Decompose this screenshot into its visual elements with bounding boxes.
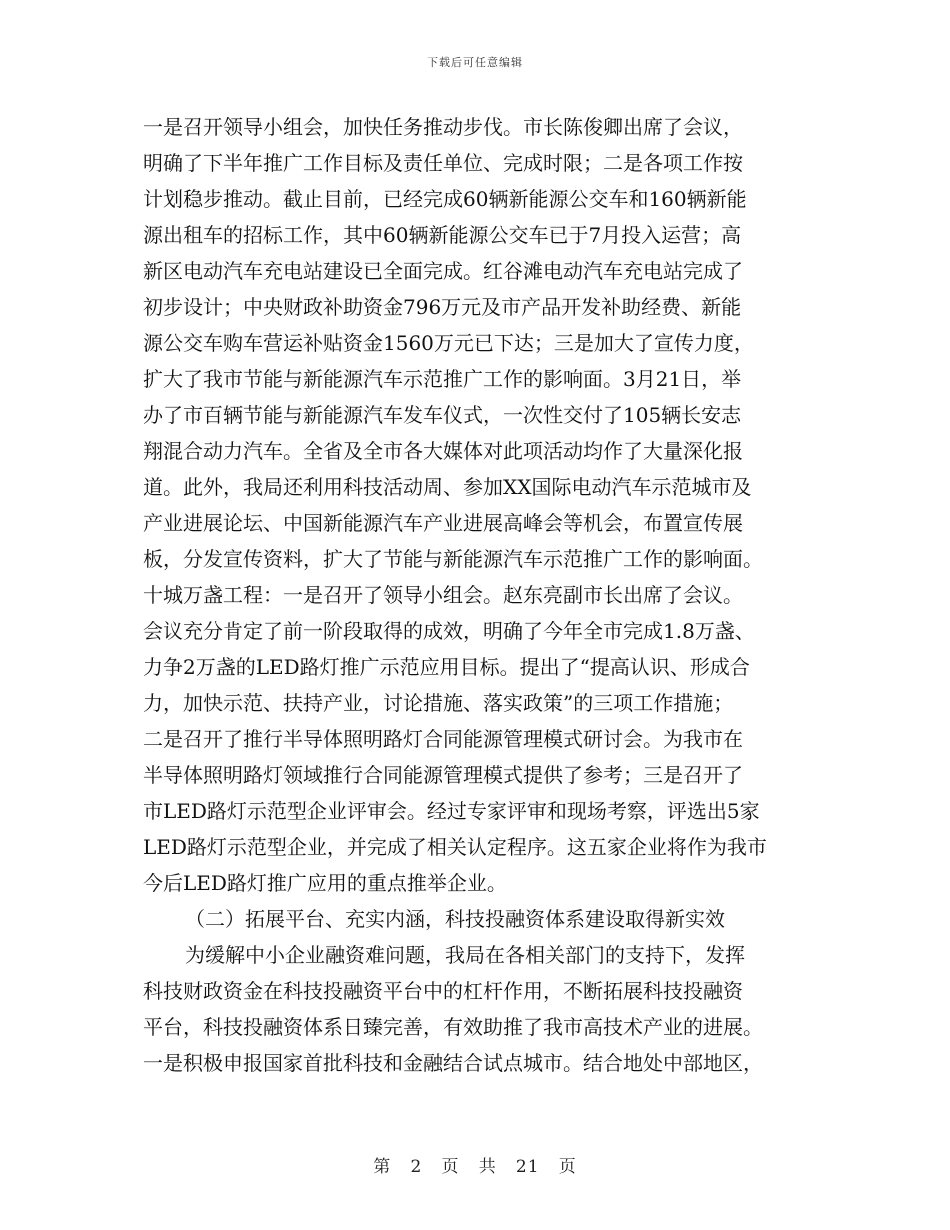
footer-label-total-unit: 页 bbox=[558, 1157, 577, 1177]
page-footer bbox=[0, 1152, 950, 1177]
text-line: 半导体照明路灯领域推行合同能源管理模式提供了参考；三是召开了 bbox=[143, 763, 743, 787]
text-line: 今后LED路灯推广应用的重点推举企业。 bbox=[143, 871, 507, 895]
text-line: 力，加快示范、扶持产业，讨论措施、落实政策”的三项工作措施； bbox=[143, 691, 734, 715]
footer-current-page: 2 bbox=[410, 1157, 423, 1177]
text-line: 会议充分肯定了前一阶段取得的成效，明确了今年全市完成1.8万盏、 bbox=[143, 619, 755, 643]
text-line: 平台，科技投融资体系日臻完善，有效助推了我市高技术产业的进展。 bbox=[143, 1015, 763, 1039]
text-line: 源公交车购车营运补贴资金1560万元已下达；三是加大了宣传力度， bbox=[143, 331, 754, 355]
text-line: 一是积极申报国家首批科技和金融结合试点城市。结合地处中部地区， bbox=[143, 1051, 763, 1075]
text-line: 办了市百辆节能与新能源汽车发车仪式，一次性交付了105辆长安志 bbox=[143, 403, 742, 427]
section-heading: （二）拓展平台、充实内涵，科技投融资体系建设取得新实效 bbox=[185, 907, 725, 931]
footer-total-pages: 21 bbox=[515, 1157, 540, 1177]
text-line: 市LED路灯示范型企业评审会。经过专家评审和现场考察，评选出5家 bbox=[143, 799, 760, 823]
text-line: 科技财政资金在科技投融资平台中的杠杆作用，不断拓展科技投融资 bbox=[143, 979, 743, 1003]
footer-label-total: 共 bbox=[478, 1157, 497, 1177]
page-header bbox=[0, 54, 950, 70]
text-line: 二是召开了推行半导体照明路灯合同能源管理模式研讨会。为我市在 bbox=[143, 727, 743, 751]
text-line: 明确了下半年推广工作目标及责任单位、完成时限；二是各项工作按 bbox=[143, 151, 743, 175]
text-line: 翔混合动力汽车。全省及全市各大媒体对此项活动均作了大量深化报 bbox=[143, 439, 743, 463]
footer-label-page-unit: 页 bbox=[441, 1157, 460, 1177]
text-line: 为缓解中小企业融资难问题，我局在各相关部门的支持下，发挥 bbox=[185, 943, 745, 967]
text-line: 道。此外，我局还利用科技活动周、参加XX国际电动汽车示范城市及 bbox=[143, 475, 752, 499]
header-text: 下载后可任意编辑 bbox=[427, 56, 523, 69]
text-line: 一是召开领导小组会，加快任务推动步伐。市长陈俊卿出席了会议， bbox=[143, 115, 743, 139]
text-line: 源出租车的招标工作，其中60辆新能源公交车已于7月投入运营；高 bbox=[143, 223, 742, 247]
footer-label-page: 第 bbox=[373, 1157, 392, 1177]
text-line: 力争2万盏的LED路灯推广示范应用目标。提出了“提高认识、形成合 bbox=[143, 655, 750, 679]
text-line: 新区电动汽车充电站建设已全面完成。红谷滩电动汽车充电站完成了 bbox=[143, 259, 743, 283]
text-line: 扩大了我市节能与新能源汽车示范推广工作的影响面。3月21日，举 bbox=[143, 367, 742, 391]
text-line: 初步设计；中央财政补助资金796万元及市产品开发补助经费、新能 bbox=[143, 295, 742, 319]
text-line: 计划稳步推动。截止目前，已经完成60辆新能源公交车和160辆新能 bbox=[143, 187, 747, 211]
text-line: 产业进展论坛、中国新能源汽车产业进展高峰会等机会，布置宣传展 bbox=[143, 511, 743, 535]
text-line: LED路灯示范型企业，并完成了相关认定程序。这五家企业将作为我市 bbox=[143, 835, 767, 859]
text-line: 十城万盏工程：一是召开了领导小组会。赵东亮副市长出席了会议。 bbox=[143, 583, 743, 607]
text-line: 板，分发宣传资料，扩大了节能与新能源汽车示范推广工作的影响面。 bbox=[143, 547, 763, 571]
